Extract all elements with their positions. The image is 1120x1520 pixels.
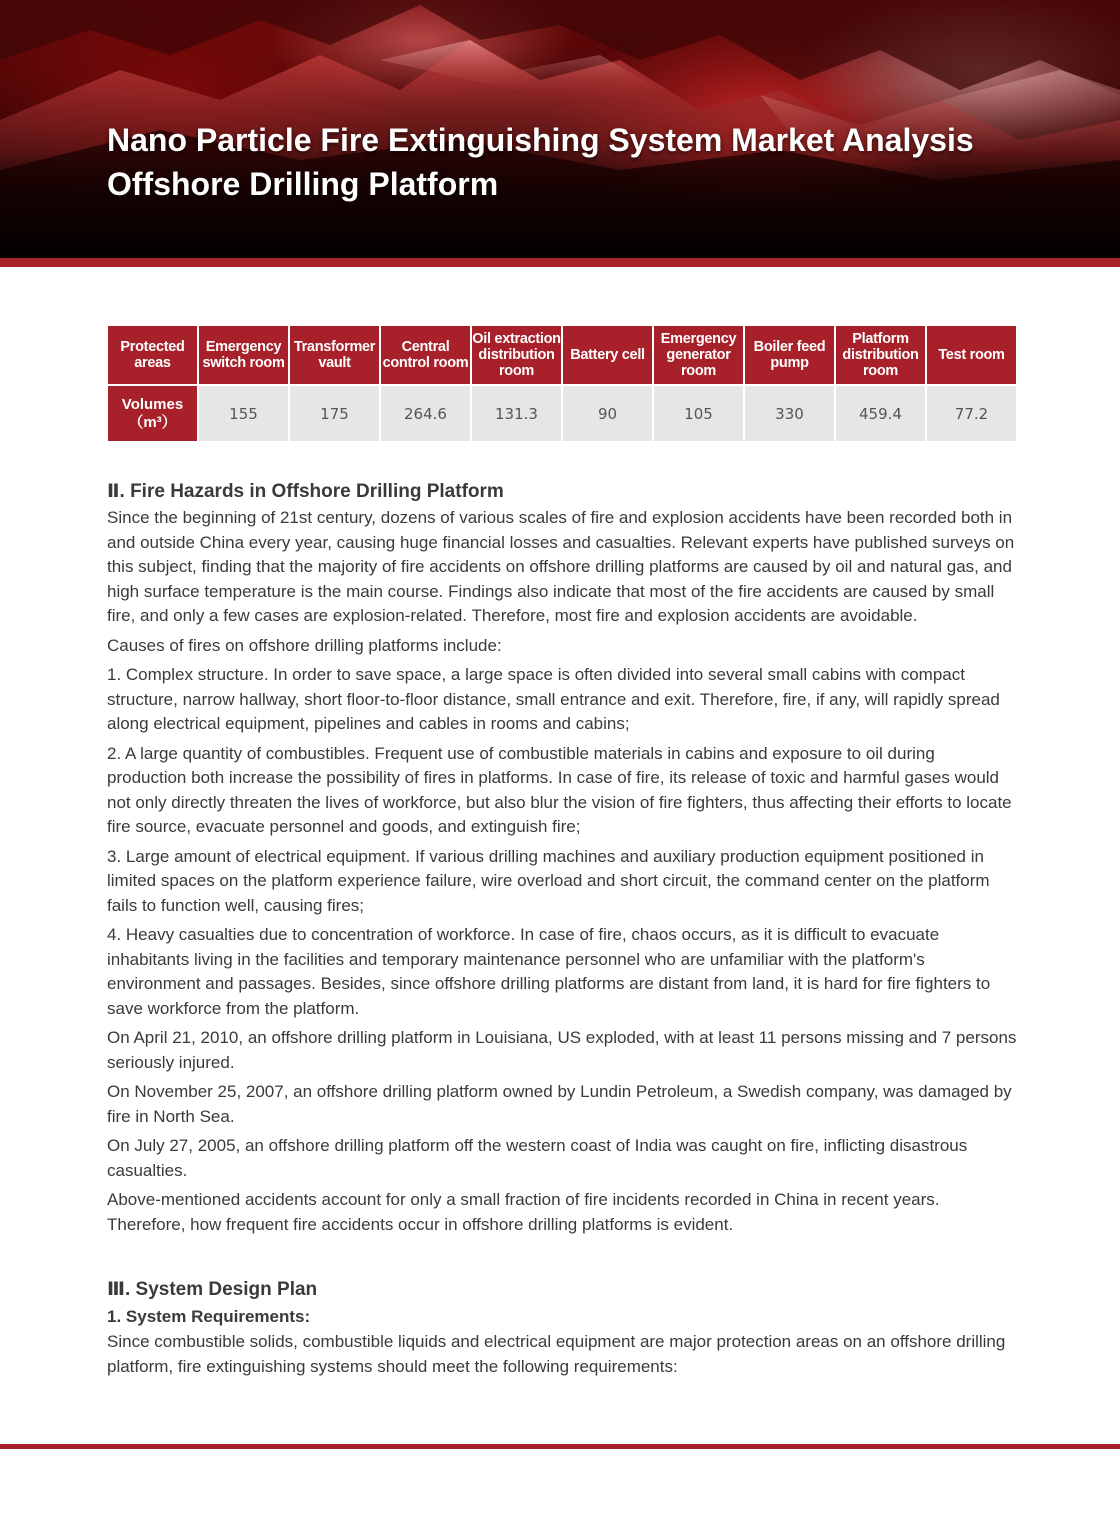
- paragraph: On July 27, 2005, an offshore drilling platform off the western coast of India was caught on fire, inflicting disastrous casualties.: [107, 1136, 968, 1180]
- table-header-row: [108, 326, 1016, 384]
- paragraph: On April 21, 2010, an offshore drilling platform in Louisiana, US exploded, with at least 11 persons missing and 7 persons seriously injured.: [107, 1028, 1017, 1072]
- paragraph: Above-mentioned accidents account for only a small fraction of fire incidents recorded in China in recent years. Therefore, how frequent fire accidents occur in offshore drilling platforms is evident.: [107, 1190, 940, 1234]
- table-header-cell: Boiler feed pump: [745, 326, 834, 384]
- paragraph: Since the beginning of 21st century, dozens of various scales of fire and explosion accidents have been recorded both in and outside China every year, causing huge financial losses and casualties. Relevant experts have published surveys on this subject, finding that the majority of fire accidents on offshore drilling platforms are caused by oil and natural gas, and high surface temperature is the main course. Findings also indicate that most of the fire accidents are caused by small fire, and only a few cases are explosion-related. Therefore, most fire and explosion accidents are avoidable.: [107, 508, 1015, 625]
- table-cell: 330: [745, 386, 834, 441]
- header-banner: [0, 0, 1120, 258]
- table-header-cell: Platform distribution room: [836, 326, 925, 384]
- subsection-heading-requirements: 1. System Requirements:: [107, 1307, 311, 1326]
- paragraph: Causes of fires on offshore drilling platforms include:: [107, 635, 502, 655]
- volume-table: [106, 326, 1018, 441]
- paragraph: 3. Large amount of electrical equipment. If various drilling machines and auxiliary production equipment positioned in limited spaces on the platform experience failure, wire overload and short circuit, the command center on the platform fails to function well, causing fires;: [107, 846, 990, 915]
- document-body: [107, 478, 1017, 1384]
- page-title-line-1: Nano Particle Fire Extinguishing System Market Analysis: [107, 122, 974, 158]
- table-cell: 77.2: [927, 386, 1016, 441]
- section-heading-system-design: Ⅲ. System Design Plan: [107, 1279, 318, 1300]
- table-cell: 105: [654, 386, 743, 441]
- table-cell: 175: [290, 386, 379, 441]
- table-cell: 131.3: [472, 386, 561, 441]
- table-header-cell: Protected areas: [108, 326, 197, 384]
- paragraph: 4. Heavy casualties due to concentration of workforce. In case of fire, chaos occurs, as it is difficult to evacuate inhabitants living in the facilities and temporary maintenance personnel who are unfamiliar with the platform's environment and passages. Besides, since offshore drilling platforms are distant from land, it is hard for fire fighters to save workforce from the platform.: [107, 925, 991, 1018]
- table-header-cell: Emergency switch room: [199, 326, 288, 384]
- volume-unit: （m³）: [128, 413, 177, 431]
- table-header-cell: Battery cell: [563, 326, 652, 384]
- section-heading-fire-hazards: Ⅱ. Fire Hazards in Offshore Drilling Platform: [107, 481, 504, 502]
- table-header-cell: Transformer vault: [290, 326, 379, 384]
- table-row: [108, 386, 1016, 441]
- table-header-cell: Test room: [927, 326, 1016, 384]
- paragraph: 1. Complex structure. In order to save space, a large space is often divided into several small cabins with compact structure, narrow hallway, short floor-to-floor distance, small entrance and exit. Therefore, fire, if any, will rapidly spread along electrical equipment, pipelines and cables in rooms and cabins;: [107, 665, 1000, 733]
- header-divider: [0, 258, 1120, 267]
- table-header-cell: Central control room: [381, 326, 470, 384]
- volume-label: Volumes: [121, 395, 184, 413]
- table-cell: 90: [563, 386, 652, 441]
- paragraph: On November 25, 2007, an offshore drilling platform owned by Lundin Petroleum, a Swedish company, was damaged by fire in North Sea.: [107, 1082, 1012, 1126]
- table-cell: 264.6: [381, 386, 470, 441]
- table-header-cell: Emergency generator room: [654, 326, 743, 384]
- table-cell: 459.4: [836, 386, 925, 441]
- page-title: [107, 118, 1087, 206]
- table-header-cell: Oil extraction distribution room: [472, 326, 561, 384]
- paragraph: 2. A large quantity of combustibles. Frequent use of combustible materials in cabins and exposure to oil during production both increase the possibility of fires in platforms. In case of fire, its release of toxic and harmful gases would not only directly threaten the lives of workforce, but also blur the vision of fire fighters, thus affecting their efforts to locate fire source, evacuate personnel and goods, and extinguish fire;: [107, 743, 1012, 836]
- paragraph: Since combustible solids, combustible liquids and electrical equipment are major protection areas on an offshore drilling platform, fire extinguishing systems should meet the following requirements:: [107, 1332, 1006, 1376]
- page-title-line-2: Offshore Drilling Platform: [107, 166, 499, 202]
- footer-divider: [0, 1444, 1120, 1449]
- table-cell: 155: [199, 386, 288, 441]
- volume-row-label: [108, 386, 197, 441]
